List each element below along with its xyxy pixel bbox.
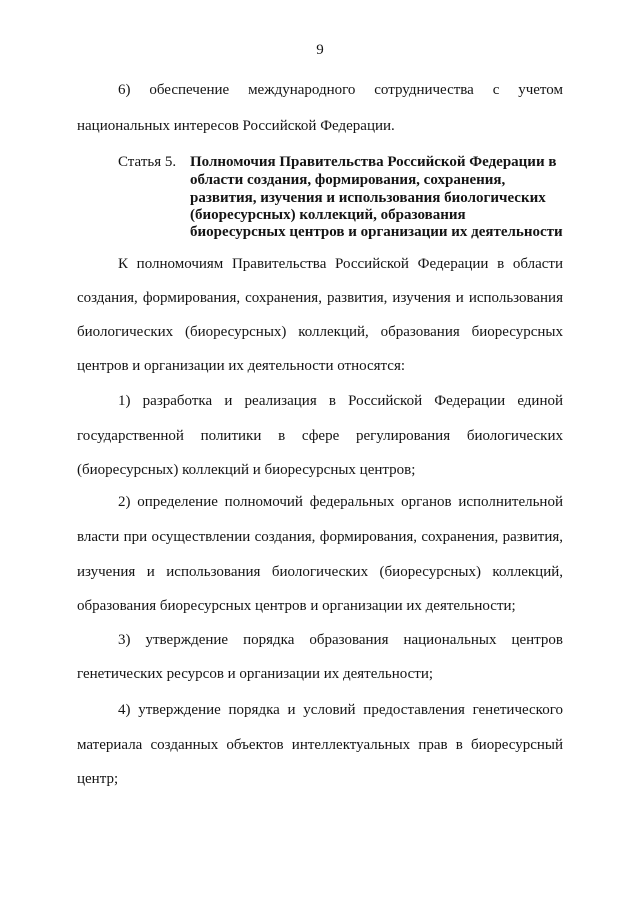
text-line: создания, формирования, сохранения, развития, изучения и использования <box>77 290 563 306</box>
text-line: генетических ресурсов и организации их деятельности; <box>77 666 434 682</box>
text-line: 3) утверждение порядка образования национальных центров <box>118 632 563 648</box>
text-line: 4) утверждение порядка и условий предоставления генетического <box>118 702 563 718</box>
page-number: 9 <box>316 42 324 58</box>
article-title-line: Полномочия Правительства Российской Федерации в <box>190 154 557 170</box>
text-line: 2) определение полномочий федеральных органов исполнительной <box>118 494 563 510</box>
article-title-line: области создания, формирования, сохранения, <box>190 172 506 188</box>
text-line: материала созданных объектов интеллектуальных прав в биоресурсный <box>77 737 563 753</box>
text-line: 1) разработка и реализация в Российской Федерации единой <box>118 393 563 409</box>
text-line: биологических (биоресурсных) коллекций, образования биоресурсных <box>77 324 563 340</box>
article-title-line: (биоресурсных) коллекций, образования <box>190 207 466 223</box>
text-line: центров и организации их деятельности относятся: <box>77 358 406 374</box>
text-line: национальных интересов Российской Федерации. <box>77 118 395 134</box>
text-line: центр; <box>77 771 119 787</box>
article-title-line: развития, изучения и использования биологических <box>190 190 546 206</box>
text-line: 6) обеспечение международного сотрудничества с учетом <box>118 82 563 98</box>
article-label: Статья 5. <box>118 154 177 170</box>
text-line: государственной политики в сфере регулирования биологических <box>77 428 563 444</box>
text-line: власти при осуществлении создания, формирования, сохранения, развития, <box>77 529 563 545</box>
text-line: (биоресурсных) коллекций и биоресурсных центров; <box>77 462 416 478</box>
text-line: образования биоресурсных центров и организации их деятельности; <box>77 598 516 614</box>
text-line: К полномочиям Правительства Российской Федерации в области <box>118 256 563 272</box>
article-title-line: биоресурсных центров и организации их деятельности <box>190 224 563 240</box>
text-line: изучения и использования биологических (биоресурсных) коллекций, <box>77 564 563 580</box>
